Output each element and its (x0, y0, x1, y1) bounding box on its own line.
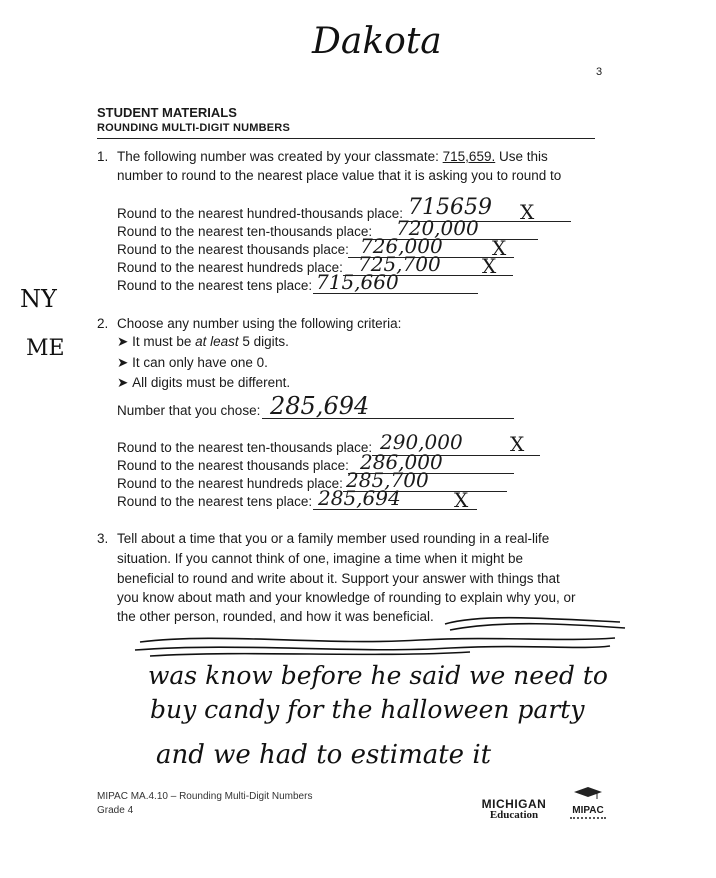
margin-note-me: ME (26, 336, 65, 361)
q1-text-line2: number to round to the nearest place value that it is asking you to round to (117, 168, 562, 183)
footer-course: MIPAC MA.4.10 – Rounding Multi-Digit Numbers (97, 791, 313, 802)
q3-prompt-line: situation. If you cannot think of one, imagine a time when it might be (117, 551, 523, 566)
q1-row-answer: 715659 (408, 195, 492, 220)
michigan-education-logo (480, 797, 548, 821)
logo-education-text: Education (489, 809, 539, 821)
q1-text-b: Use this (495, 149, 548, 164)
student-name: Dakota (312, 21, 442, 62)
q2-criterion-text: It must be (132, 334, 196, 349)
q1-row-label: Round to the nearest hundreds place: (117, 260, 343, 275)
scribble-out (120, 612, 630, 660)
q2-criterion (117, 334, 289, 350)
q2-row-mark: X (454, 488, 469, 512)
q2-criterion (117, 355, 268, 371)
q1-row-mark: X (482, 254, 497, 278)
q2-row-answer: 285,694 (318, 486, 401, 510)
logo-mipac-subtext (570, 817, 606, 825)
q1-text-line1 (117, 149, 548, 165)
q3-answer-line: buy candy for the halloween party (150, 695, 585, 724)
q2-criterion-tail: 5 digits. (238, 334, 289, 349)
q2-row-answer: 285,700 (346, 468, 429, 492)
arrow-bullet-icon: ➤ (117, 334, 129, 349)
q3-prompt-line: Tell about a time that you or a family member used rounding in a real-life (117, 531, 550, 546)
arrow-bullet-icon: ➤ (117, 355, 129, 370)
q3-prompt-line: beneficial to round and write about it. Support your answer with things that (117, 571, 560, 586)
page-number: 3 (596, 66, 603, 78)
q3-number: 3. (97, 531, 109, 546)
q1-row-mark: X (520, 200, 535, 224)
q2-row-label: Round to the nearest ten-thousands place: (117, 440, 373, 455)
q3-answer-line: was know before he said we need to (148, 661, 608, 690)
q1-number: 1. (97, 149, 109, 164)
page-title: STUDENT MATERIALS (97, 105, 237, 120)
q1-row-answer: 726,000 (360, 234, 443, 258)
q2-criterion-emphasis: at least (195, 334, 239, 349)
q2-row-label: Round to the nearest thousands place: (117, 458, 349, 473)
mipac-logo (566, 786, 610, 825)
margin-note-ny: NY (20, 285, 57, 313)
q1-text-a: The following number was created by your classmate: (117, 149, 443, 164)
q2-chose-label: Number that you chose: (117, 403, 261, 418)
q1-row-label: Round to the nearest tens place: (117, 278, 313, 293)
q1-row-label: Round to the nearest ten-thousands place: (117, 224, 373, 239)
q2-row-answer: 290,000 (380, 430, 463, 454)
arrow-bullet-icon: ➤ (117, 375, 129, 390)
q1-given-number: 715,659. (442, 149, 496, 164)
q2-criterion-text: It can only have one 0. (132, 355, 268, 370)
q2-criterion-text: All digits must be different. (132, 375, 291, 390)
mortarboard-icon (573, 786, 603, 800)
q2-row-mark: X (510, 432, 525, 456)
q2-chose-answer: 285,694 (270, 392, 370, 420)
header-divider (97, 138, 595, 139)
q1-row-label: Round to the nearest hundred-thousands place: (117, 206, 403, 221)
logo-michigan-text: MICHIGAN (481, 797, 547, 811)
q2-intro: Choose any number using the following criteria: (117, 316, 402, 331)
q2-row-label: Round to the nearest hundreds place: (117, 476, 343, 491)
q1-row-mark: X (492, 236, 507, 260)
q2-row-answer: 286,000 (360, 450, 443, 474)
logo-mipac-text: MIPAC (572, 805, 604, 816)
q3-answer-line: and we had to estimate it (156, 740, 492, 770)
q3-prompt-line: the other person, rounded, and how it was beneficial. (117, 609, 434, 624)
q3-prompt-line: you know about math and your knowledge of rounding to explain why you, or (117, 590, 576, 605)
q1-row-answer: 720,000 (396, 216, 479, 240)
q2-criterion (117, 375, 290, 391)
footer-grade: Grade 4 (97, 805, 134, 816)
q2-number: 2. (97, 316, 109, 331)
q1-row-label: Round to the nearest thousands place: (117, 242, 349, 257)
page-subtitle: ROUNDING MULTI-DIGIT NUMBERS (97, 122, 290, 134)
q2-row-label: Round to the nearest tens place: (117, 494, 313, 509)
q1-row-answer: 725,700 (358, 252, 441, 276)
q1-row-answer: 715,660 (316, 270, 399, 294)
